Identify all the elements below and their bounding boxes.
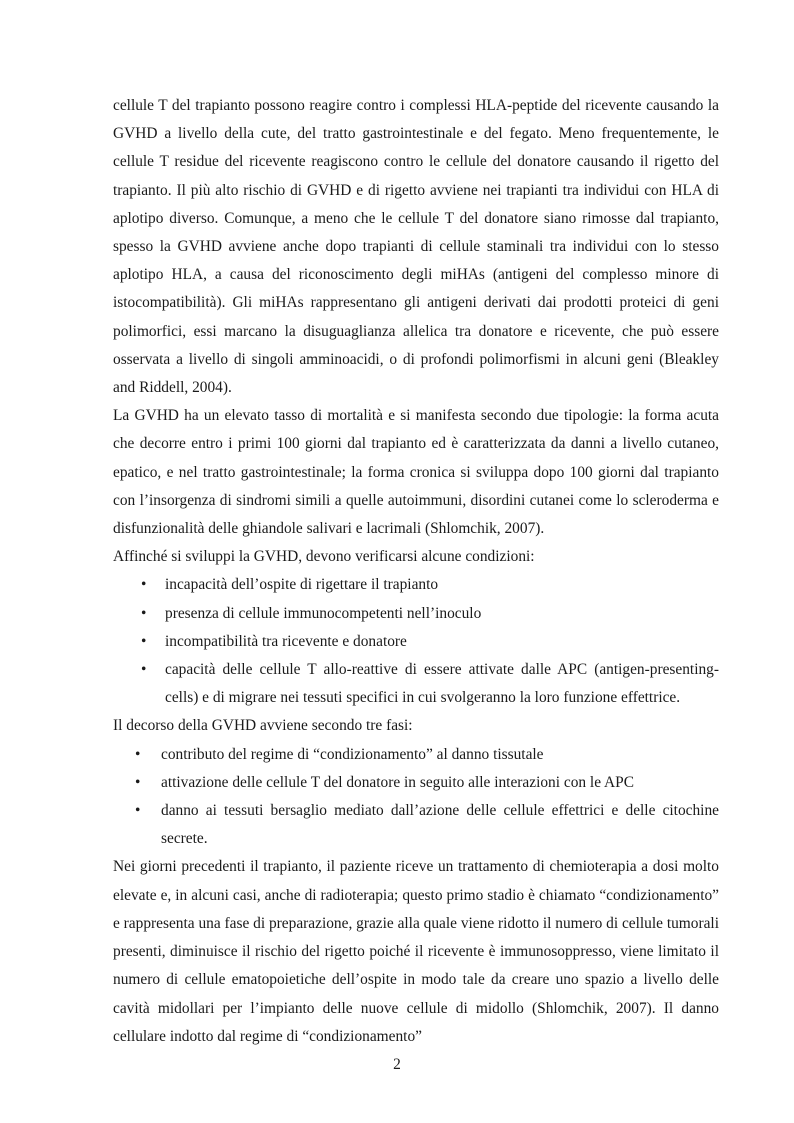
list-item bbox=[113, 656, 719, 712]
list-item bbox=[113, 600, 719, 628]
page-number: 2 bbox=[393, 1056, 401, 1073]
page-body bbox=[113, 92, 719, 1051]
list-item-text: incapacità dell’ospite di rigettare il trapianto bbox=[165, 576, 439, 594]
list-item bbox=[113, 571, 719, 599]
list-item-text: contributo del regime di “condizionamento” al danno tissutale bbox=[161, 745, 544, 763]
conditions-list bbox=[113, 571, 719, 712]
list-item-text: presenza di cellule immunocompetenti nell’inoculo bbox=[165, 604, 482, 622]
list-item-text: incompatibilità tra ricevente e donatore bbox=[165, 632, 407, 650]
bullet-icon: • bbox=[135, 773, 141, 791]
list-item bbox=[113, 797, 719, 853]
list-item bbox=[113, 741, 719, 769]
bullet-icon: • bbox=[135, 802, 141, 820]
list-item-text: danno ai tessuti bersaglio mediato dall’azione delle cellule effettrici e delle citochine secrete. bbox=[161, 802, 719, 848]
bullet-icon: • bbox=[141, 604, 147, 622]
paragraph-conditioning: Nei giorni precedenti il trapianto, il paziente riceve un trattamento di chemioterapia a dosi molto elevate e, in alcuni casi, anche di radioterapia; questo primo stadio è chiamato “condizionamento” e rappresenta una fase di preparazione, grazie alla quale viene ridotto il numero di cellule tumorali presenti, diminuisce il rischio del rigetto poiché il ricevente è immunosoppresso, viene limitato il numero di cellule ematopoietiche dell’ospite in modo tale da creare uno spazio a livello delle cavità midollari per l’impianto delle nuove cellule di midollo (Shlomchik, 2007). Il danno cellulare indotto dal regime di “condizionamento” bbox=[113, 858, 719, 1045]
paragraph-phases-intro: Il decorso della GVHD avviene secondo tre fasi: bbox=[113, 717, 413, 735]
bullet-icon: • bbox=[135, 745, 141, 763]
bullet-icon: • bbox=[141, 632, 147, 650]
list-item-text: attivazione delle cellule T del donatore in seguito alle interazioni con le APC bbox=[161, 773, 634, 791]
paragraph-gvhd-types: La GVHD ha un elevato tasso di mortalità e si manifesta secondo due tipologie: la forma acuta che decorre entro i primi 100 giorni dal trapianto ed è caratterizzata da danni a livello cutaneo, epatico, e nel tratto gastrointestinale; la forma cronica si sviluppa dopo 100 giorni dal trapianto con l’insorgenza di sindromi simili a quelle autoimmuni, disordini cutanei come lo scleroderma e disfunzionalità delle ghiandole salivari e lacrimali (Shlomchik, 2007). bbox=[113, 407, 719, 538]
paragraph-conditions-intro: Affinché si sviluppi la GVHD, devono verificarsi alcune condizioni: bbox=[113, 548, 535, 566]
bullet-icon: • bbox=[141, 576, 147, 594]
list-item bbox=[113, 628, 719, 656]
phases-list bbox=[113, 741, 719, 854]
list-item bbox=[113, 769, 719, 797]
bullet-icon: • bbox=[141, 661, 147, 679]
list-item-text: capacità delle cellule T allo-reattive di essere attivate dalle APC (antigen-presenting-cells) e di migrare nei tessuti specifici in cui svolgeranno la loro funzione effettrice. bbox=[165, 661, 719, 707]
paragraph-gvhd-mechanism: cellule T del trapianto possono reagire contro i complessi HLA-peptide del ricevente causando la GVHD a livello della cute, del tratto gastrointestinale e del fegato. Meno frequentemente, le cellule T residue del ricevente reagiscono contro le cellule del donatore causando il rigetto del trapianto. Il più alto rischio di GVHD e di rigetto avviene nei trapianti tra individui con HLA di aplotipo diverso. Comunque, a meno che le cellule T del donatore siano rimosse dal trapianto, spesso la GVHD avviene anche dopo trapianti di cellule staminali tra individui con lo stesso aplotipo HLA, a causa del riconoscimento degli miHAs (antigeni del complesso minore di istocompatibilità). Gli miHAs rappresentano gli antigeni derivati dai prodotti proteici di geni polimorfici, essi marcano la disuguaglianza allelica tra donatore e ricevente, che può essere osservata a livello di singoli amminoacidi, o di profondi polimorfismi in alcuni geni (Bleakley and Riddell, 2004). bbox=[113, 97, 719, 397]
